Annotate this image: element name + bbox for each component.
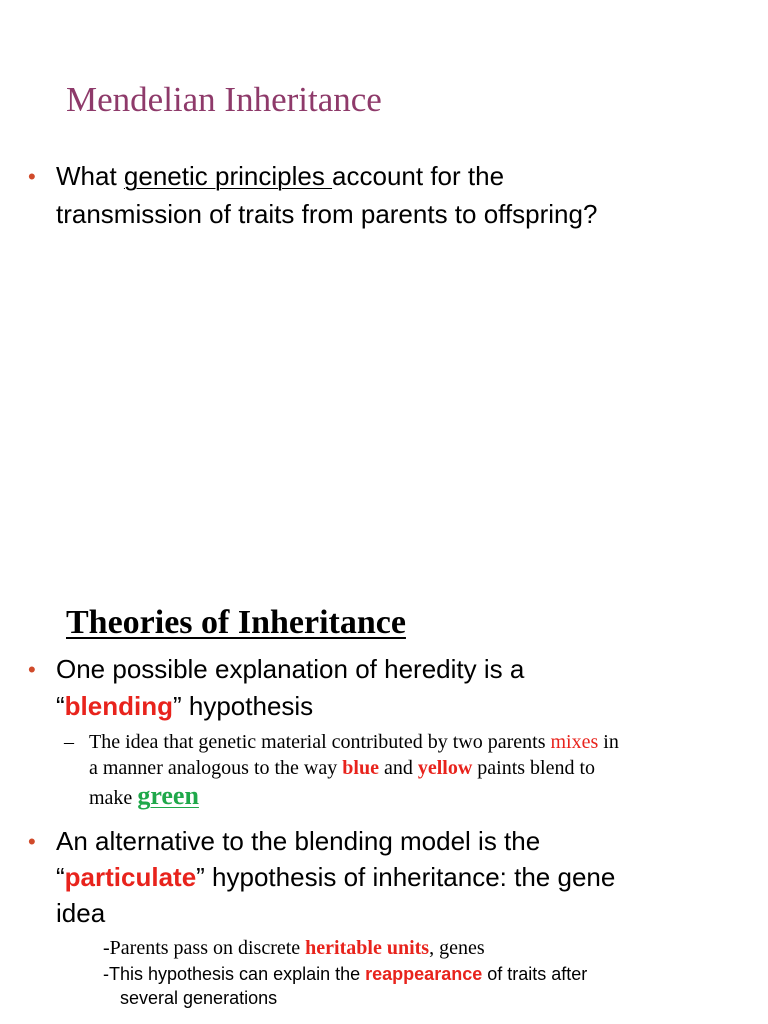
- particulate-point2: [103, 964, 587, 985]
- mixes-word: mixes: [550, 731, 599, 753]
- quote-close: ” hypothesis: [173, 691, 314, 721]
- question-text: account for the: [332, 161, 505, 191]
- bullet-marker: •: [28, 829, 36, 854]
- quote-mark: “: [56, 691, 65, 721]
- particulate-keyword: particulate: [64, 862, 197, 892]
- particulate-line2: [56, 859, 615, 895]
- particulate-line3: idea: [56, 898, 106, 928]
- blending-sub-line1: [89, 728, 619, 756]
- quote-close: ” hypothesis of inheritance: the gene: [196, 862, 616, 892]
- sub-text: in: [598, 731, 619, 753]
- green-word: green: [137, 781, 199, 810]
- sub-text: and: [378, 757, 418, 779]
- sub-text: paints blend to: [472, 757, 596, 779]
- question-underlined: genetic principles: [123, 161, 333, 191]
- sub-text: , genes: [429, 937, 485, 959]
- question-line1: [56, 158, 504, 194]
- particulate-line1: An alternative to the blending model is the: [56, 826, 541, 856]
- reappearance-word: reappearance: [365, 964, 483, 984]
- slide2-title: Theories of Inheritance: [66, 604, 406, 641]
- blending-line1: One possible explanation of heredity is a: [56, 654, 525, 684]
- blue-word: blue: [342, 757, 379, 779]
- question-line2: transmission of traits from parents to offspring?: [56, 199, 598, 229]
- blending-sub-line2: [89, 754, 595, 782]
- particulate-point1: [103, 934, 485, 962]
- yellow-word: yellow: [417, 757, 473, 779]
- heritable-units: heritable units: [305, 937, 430, 959]
- slide1-title: Mendelian Inheritance: [66, 80, 382, 119]
- sub-text: -This hypothesis can explain the: [103, 964, 366, 984]
- sub-text: -Parents pass on discrete: [103, 937, 306, 959]
- particulate-point2-line2: several generations: [120, 988, 278, 1008]
- bullet-marker: •: [28, 657, 36, 682]
- question-text: What: [56, 161, 124, 191]
- bullet-marker: •: [28, 164, 36, 189]
- blending-line2: [56, 688, 313, 724]
- sub-text: The idea that genetic material contributed by two parents: [89, 731, 551, 753]
- quote-mark: “: [56, 862, 65, 892]
- sub-text: of traits after: [482, 964, 588, 984]
- blending-sub-line3: [89, 782, 199, 812]
- sub-text: make: [89, 787, 138, 809]
- sub-text: a manner analogous to the way: [89, 757, 343, 779]
- blending-keyword: blending: [64, 691, 173, 721]
- dash-marker: –: [64, 731, 74, 753]
